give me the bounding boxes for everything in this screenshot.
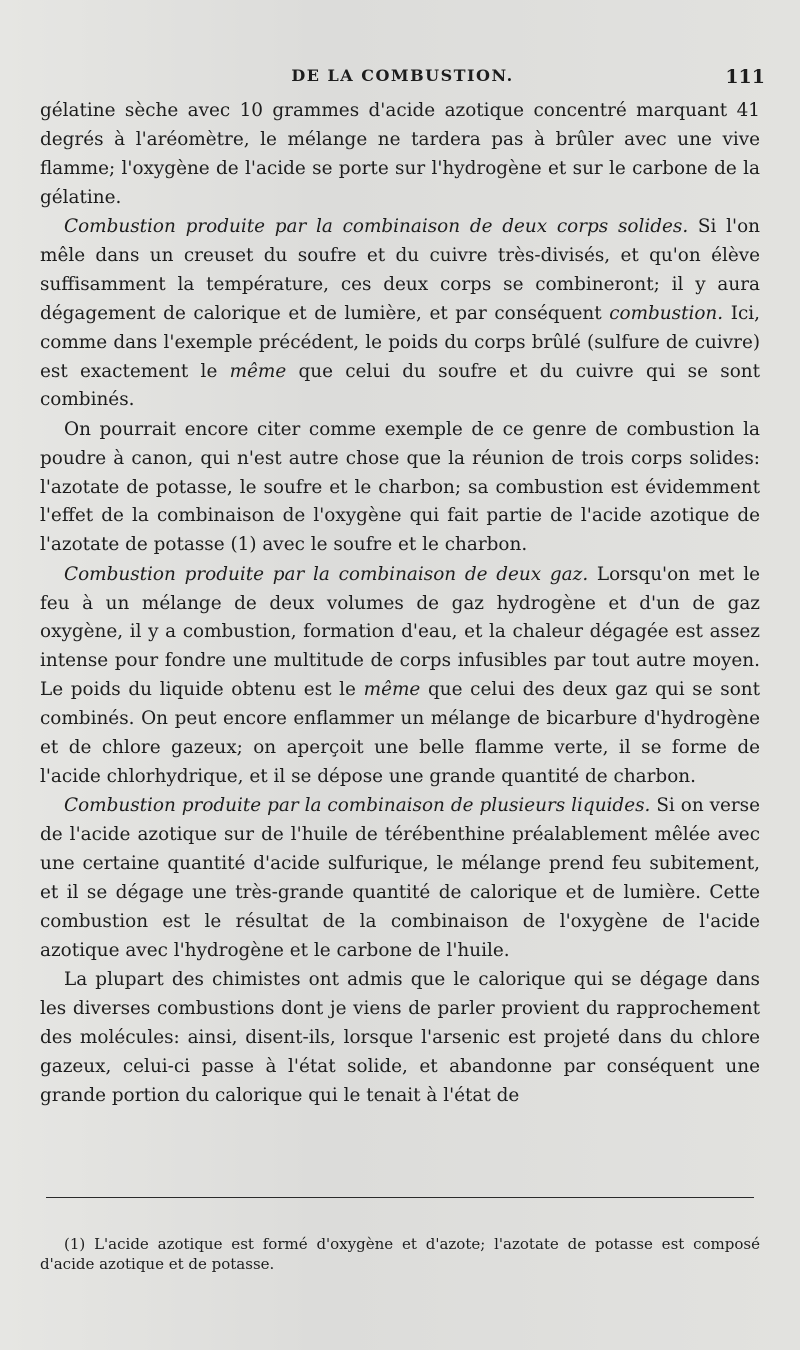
paragraph <box>40 213 760 415</box>
text-run: Si l'on mêle dans un creuset du soufre et du cuivre très-divisés, et qu'on élève suffisamment la température, ces deux corps se combineront; il y aura dégagement de calorique et de lumière, et par conséquent <box>40 216 761 324</box>
italic-text: même <box>229 360 287 382</box>
italic-text: même <box>363 679 421 701</box>
paragraph <box>40 416 760 561</box>
text-run: que celui des deux gaz qui se sont combinés. On peut encore enflammer un mélange de bicarbure d'hydrogène et de chlore gazeux; on aperçoit une belle flamme verte, il se forme de l'acide chlorhydrique, et il se dépose une grande quantité de charbon. <box>40 679 761 788</box>
running-header <box>40 66 765 96</box>
italic-text: Combustion produite par la combinaison de deux gaz. <box>64 563 589 585</box>
paragraph <box>40 966 760 1111</box>
italic-text: Combustion produite par la combinaison de deux corps solides. <box>64 216 689 238</box>
text-run: Ici, comme dans l'exemple précédent, le poids du corps brûlé (sulfure de cuivre) est exactement le <box>40 302 760 382</box>
footnote-text: (1) L'acide azotique est formé d'oxygène et d'azote; l'azotate de potasse est composé d'acide azotique et de potasse. <box>40 1235 760 1273</box>
text-run: La plupart des chimistes ont admis que le calorique qui se dégage dans les diverses combustions dont je viens de parler provient du rapprochement des molécules: ainsi, disent-ils, lorsque l'arsenic est projeté dans du chlore gazeux, celui-ci passe à l'état solide, et abandonne par conséquent une grande portion du calorique qui le tenait à l'état de <box>40 969 760 1106</box>
text-run: que celui du soufre et du cuivre qui se sont combinés. <box>40 360 760 411</box>
footnote <box>40 1234 760 1274</box>
paragraph <box>40 561 760 792</box>
footnote-rule <box>46 1197 754 1198</box>
paragraph <box>40 97 760 213</box>
text-run: Si on verse de l'acide azotique sur de l'huile de térébenthine préalablement mêlée avec une certaine quantité d'acide sulfurique, le mélange prend feu subitement, et il se dégage une très-grande quantité de calorique et de lumière. Cette combustion est le résultat de la combinaison de l'oxygène de l'acide azotique avec l'hydrogène et le carbone de l'huile. <box>40 795 760 961</box>
running-title: DE LA COMBUSTION. <box>291 66 514 85</box>
paragraph <box>40 792 760 965</box>
italic-text: combustion. <box>609 302 724 324</box>
page-number: 111 <box>725 66 765 88</box>
text-run: gélatine sèche avec 10 grammes d'acide azotique concentré marquant 41 degrés à l'aréomètre, le mélange ne tardera pas à brûler avec une vive flamme; l'oxygène de l'acide se porte sur l'hydrogène et sur le carbone de la gélatine. <box>40 100 760 208</box>
body-text <box>40 97 760 1111</box>
text-run: On pourrait encore citer comme exemple de ce genre de combustion la poudre à canon, qui n'est autre chose que la réunion de trois corps solides: l'azotate de potasse, le soufre et le charbon; sa combustion est évidemment l'effet de la combinaison de l'oxygène qui fait partie de l'acide azotique de l'azotate de potasse (1) avec le soufre et le charbon. <box>40 418 760 556</box>
italic-text: Combustion produite par la combinaison de plusieurs liquides. <box>64 795 651 817</box>
text-run: Lorsqu'on met le feu à un mélange de deux volumes de gaz hydrogène et d'un de gaz oxygène, il y a combustion, formation d'eau, et la chaleur dégagée est assez intense pour fondre une multitude de corps infusibles par tout autre moyen. Le poids du liquide obtenu est le <box>40 563 760 701</box>
